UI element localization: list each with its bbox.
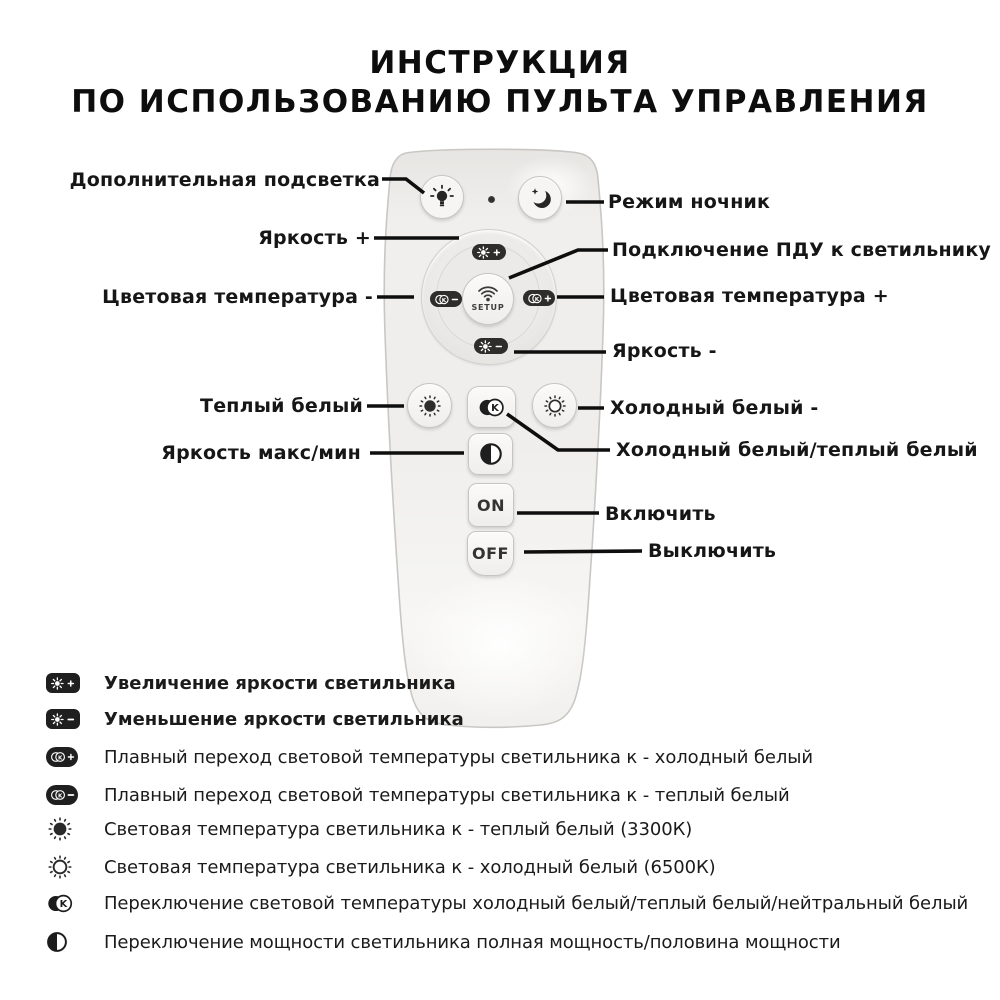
extra-backlight-label: Дополнительная подсветка	[69, 169, 380, 191]
brightness-minus-label: Яркость -	[612, 340, 717, 362]
half-power-icon	[46, 931, 88, 953]
power-on-label: Включить	[605, 503, 716, 525]
warm-white-button[interactable]	[407, 383, 452, 428]
off-button[interactable]	[467, 531, 514, 576]
brightness-minus-button[interactable]	[474, 338, 508, 354]
power-half-button[interactable]	[468, 433, 513, 475]
power-off-label: Выключить	[648, 540, 777, 562]
legend-text: Уменьшение яркости светильника	[104, 708, 464, 730]
legend-text: Переключение световой температуры холодный белый/теплый белый/нейтральный белый	[104, 892, 969, 914]
color-temp-minus-button[interactable]	[430, 291, 462, 307]
night-mode-button[interactable]	[518, 176, 562, 220]
setup-button[interactable]	[462, 273, 514, 325]
brightness-plus-pill-icon	[46, 673, 88, 693]
warm-white-sun-icon	[46, 815, 88, 843]
brightness-minus-pill-icon	[46, 709, 88, 729]
color-temp-minus-label: Цветовая температура -	[102, 286, 373, 308]
night-mode-label: Режим ночник	[608, 191, 771, 213]
setup-label: SETUP	[471, 303, 505, 312]
legend-row	[46, 780, 790, 810]
on-button[interactable]	[468, 483, 514, 527]
cold-warm-toggle-label: Холодный белый/теплый белый	[616, 439, 978, 461]
color-temp-toggle-icon	[46, 893, 88, 914]
sun-minus-icon	[475, 339, 507, 354]
moon-star-icon	[527, 185, 554, 212]
legend-text: Световая температура светильника к - теплый белый (3300К)	[104, 818, 693, 840]
backlight-button[interactable]	[420, 175, 464, 219]
color-temp-minus-pill-icon	[46, 785, 88, 805]
legend-row	[46, 888, 968, 918]
legend-row	[46, 668, 456, 698]
color-temp-toggle-button[interactable]	[467, 386, 516, 428]
svg-text:K: K	[57, 755, 63, 762]
legend-row	[46, 852, 716, 882]
brightness-plus-button[interactable]	[472, 244, 506, 260]
cold-white-sun-icon	[542, 393, 568, 419]
title-line-2: ПО ИСПОЛЬЗОВАНИЮ ПУЛЬТА УПРАВЛЕНИЯ	[71, 84, 929, 120]
pairing-label: Подключение ПДУ к светильнику	[612, 239, 991, 261]
on-label: ON	[477, 495, 505, 515]
half-power-icon	[479, 442, 503, 466]
cold-white-label: Холодный белый -	[610, 397, 819, 419]
svg-text:K: K	[534, 296, 540, 303]
page-title	[0, 44, 1000, 122]
sun-plus-icon	[473, 245, 505, 260]
ir-led	[488, 196, 495, 203]
svg-text:K: K	[59, 898, 68, 910]
kelvin-plus-icon	[524, 291, 554, 306]
color-temp-plus-pill-icon	[46, 747, 88, 767]
cold-white-sun-icon	[46, 853, 88, 881]
legend-text: Увеличение яркости светильника	[104, 672, 456, 694]
bulb-icon	[429, 184, 455, 211]
brightness-maxmin-label: Яркость макс/мин	[161, 442, 361, 464]
color-temp-plus-button[interactable]	[523, 290, 555, 306]
legend-text: Плавный переход световой температуры светильника к - теплый белый	[104, 784, 790, 806]
legend-row	[46, 704, 464, 734]
legend-text: Световая температура светильника к - холодный белый (6500К)	[104, 856, 716, 878]
brightness-plus-label: Яркость +	[258, 227, 371, 249]
svg-text:K: K	[490, 402, 499, 414]
cold-white-button[interactable]	[532, 383, 577, 428]
svg-text:K: K	[57, 793, 63, 800]
svg-text:K: K	[441, 297, 447, 304]
off-label: OFF	[472, 544, 509, 563]
legend-text: Переключение мощности светильника полная мощность/половина мощности	[104, 931, 841, 953]
color-temp-plus-label: Цветовая температура +	[610, 285, 889, 307]
wifi-icon	[475, 286, 501, 303]
title-line-1: ИНСТРУКЦИЯ	[369, 45, 631, 81]
warm-white-label: Теплый белый	[200, 395, 363, 417]
legend-text: Плавный переход световой температуры светильника к - холодный белый	[104, 746, 814, 768]
kelvin-minus-icon	[431, 292, 461, 307]
color-temp-toggle-icon	[477, 397, 507, 418]
legend-row	[46, 742, 813, 772]
legend-row	[46, 927, 841, 957]
legend-row	[46, 814, 692, 844]
warm-white-sun-icon	[417, 393, 443, 419]
